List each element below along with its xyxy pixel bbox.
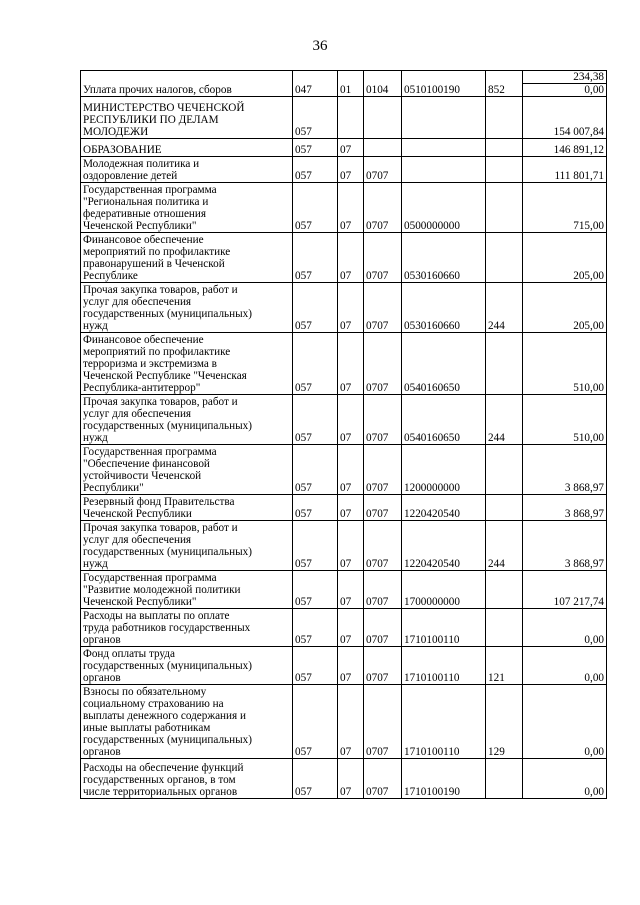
table-row bbox=[81, 157, 607, 183]
section-code: 07 bbox=[338, 157, 364, 183]
amount-cell bbox=[523, 157, 607, 183]
row-name: Резервный фонд Правительства Чеченской Республики bbox=[81, 495, 293, 521]
target-article-code bbox=[402, 139, 486, 157]
amount-cell bbox=[523, 333, 607, 395]
expense-type-code: 129 bbox=[486, 685, 523, 759]
target-article-code: 1220420540 bbox=[402, 495, 486, 521]
row-name: Расходы на обеспечение функций государственных органов, в том числе территориальных органов bbox=[81, 759, 293, 799]
row-name: Прочая закупка товаров, работ и услуг для обеспечения государственных (муниципальных) нужд bbox=[81, 521, 293, 571]
table-row bbox=[81, 521, 607, 571]
ministry-code: 057 bbox=[293, 283, 338, 333]
target-article-code: 0530160660 bbox=[402, 283, 486, 333]
expense-type-code: 244 bbox=[486, 521, 523, 571]
row-name: Прочая закупка товаров, работ и услуг для обеспечения государственных (муниципальных) нужд bbox=[81, 283, 293, 333]
amount-value: 0,00 bbox=[584, 634, 604, 646]
table-row bbox=[81, 647, 607, 685]
amount-value: 3 868,97 bbox=[564, 482, 604, 494]
amount-cell bbox=[523, 233, 607, 283]
section-code: 07 bbox=[338, 395, 364, 445]
row-name: Государственная программа "Развитие молодежной политики Чеченской Республики" bbox=[81, 571, 293, 609]
subsection-code bbox=[364, 97, 402, 139]
table-row bbox=[81, 71, 607, 97]
amount-cell bbox=[523, 97, 607, 139]
ministry-code: 057 bbox=[293, 233, 338, 283]
row-name: Фонд оплаты труда государственных (муниципальных) органов bbox=[81, 647, 293, 685]
subsection-code: 0707 bbox=[364, 183, 402, 233]
row-name: Молодежная политика и оздоровление детей bbox=[81, 157, 293, 183]
table-row bbox=[81, 333, 607, 395]
amount-cell bbox=[523, 71, 607, 97]
ministry-code: 047 bbox=[293, 71, 338, 97]
amount-value: 715,00 bbox=[573, 220, 604, 232]
ministry-code: 057 bbox=[293, 495, 338, 521]
table-row bbox=[81, 685, 607, 759]
table-row bbox=[81, 395, 607, 445]
amount-value: 107 217,74 bbox=[553, 596, 604, 608]
table-row bbox=[81, 233, 607, 283]
amount-cell bbox=[523, 647, 607, 685]
table-row bbox=[81, 139, 607, 157]
amount-value: 0,00 bbox=[584, 786, 604, 798]
table-row bbox=[81, 183, 607, 233]
amount-cell bbox=[523, 183, 607, 233]
table-row bbox=[81, 571, 607, 609]
subsection-code: 0707 bbox=[364, 283, 402, 333]
expense-type-code bbox=[486, 571, 523, 609]
target-article-code: 0530160660 bbox=[402, 233, 486, 283]
target-article-code: 0500000000 bbox=[402, 183, 486, 233]
amount-value: 510,00 bbox=[573, 432, 604, 444]
target-article-code: 1710100190 bbox=[402, 759, 486, 799]
expense-type-code bbox=[486, 333, 523, 395]
page-number: 36 bbox=[312, 38, 328, 54]
amount-value: 205,00 bbox=[573, 270, 604, 282]
amount-value: 0,00 bbox=[584, 672, 604, 684]
ministry-code: 057 bbox=[293, 333, 338, 395]
section-code: 07 bbox=[338, 685, 364, 759]
section-code: 07 bbox=[338, 333, 364, 395]
ministry-code: 057 bbox=[293, 445, 338, 495]
target-article-code: 0510100190 bbox=[402, 71, 486, 97]
expense-type-code bbox=[486, 233, 523, 283]
expense-type-code bbox=[486, 139, 523, 157]
subsection-code: 0104 bbox=[364, 71, 402, 97]
target-article-code bbox=[402, 157, 486, 183]
target-article-code: 1200000000 bbox=[402, 445, 486, 495]
subsection-code: 0707 bbox=[364, 233, 402, 283]
row-name: Государственная программа "Обеспечение финансовой устойчивости Чеченской Республики" bbox=[81, 445, 293, 495]
amount-value: 111 801,71 bbox=[554, 170, 604, 182]
row-name: ОБРАЗОВАНИЕ bbox=[81, 139, 293, 157]
target-article-code: 1220420540 bbox=[402, 521, 486, 571]
amount-cell bbox=[523, 571, 607, 609]
section-code: 07 bbox=[338, 445, 364, 495]
subsection-code: 0707 bbox=[364, 609, 402, 647]
table-row bbox=[81, 97, 607, 139]
subsection-code: 0707 bbox=[364, 521, 402, 571]
ministry-code: 057 bbox=[293, 183, 338, 233]
subsection-code: 0707 bbox=[364, 445, 402, 495]
expense-type-code bbox=[486, 609, 523, 647]
amount-cell bbox=[523, 521, 607, 571]
target-article-code bbox=[402, 97, 486, 139]
subsection-code: 0707 bbox=[364, 759, 402, 799]
expense-type-code: 121 bbox=[486, 647, 523, 685]
row-name: Прочая закупка товаров, работ и услуг для обеспечения государственных (муниципальных) нужд bbox=[81, 395, 293, 445]
section-code: 07 bbox=[338, 139, 364, 157]
table-row bbox=[81, 759, 607, 799]
section-code: 07 bbox=[338, 233, 364, 283]
ministry-code: 057 bbox=[293, 521, 338, 571]
row-name: Государственная программа "Региональная политика и федеративные отношения Чеченской Республики" bbox=[81, 183, 293, 233]
row-name: Финансовое обеспечение мероприятий по профилактике терроризма и экстремизма в Чеченской Республике "Чеченская Республика-антитеррор" bbox=[81, 333, 293, 395]
row-name: Финансовое обеспечение мероприятий по профилактике правонарушений в Чеченской Республике bbox=[81, 233, 293, 283]
amount-value: 3 868,97 bbox=[564, 508, 604, 520]
ministry-code: 057 bbox=[293, 571, 338, 609]
expense-type-code bbox=[486, 495, 523, 521]
target-article-code: 1700000000 bbox=[402, 571, 486, 609]
amount-cell bbox=[523, 395, 607, 445]
target-article-code: 0540160650 bbox=[402, 333, 486, 395]
amount-cell bbox=[523, 759, 607, 799]
row-name: Взносы по обязательному социальному страхованию на выплаты денежного содержания и иные выплаты работникам государственных (муниципальных) органов bbox=[81, 685, 293, 759]
ministry-code: 057 bbox=[293, 157, 338, 183]
target-article-code: 1710100110 bbox=[402, 647, 486, 685]
table-row bbox=[81, 609, 607, 647]
section-code bbox=[338, 97, 364, 139]
section-code: 07 bbox=[338, 647, 364, 685]
table-row bbox=[81, 495, 607, 521]
subsection-code: 0707 bbox=[364, 395, 402, 445]
amount-value: 0,00 bbox=[584, 746, 604, 758]
amount-value: 3 868,97 bbox=[564, 558, 604, 570]
subsection-code: 0707 bbox=[364, 571, 402, 609]
section-code: 07 bbox=[338, 571, 364, 609]
ministry-code: 057 bbox=[293, 139, 338, 157]
section-code: 07 bbox=[338, 759, 364, 799]
subsection-code: 0707 bbox=[364, 333, 402, 395]
amount-cell bbox=[523, 139, 607, 157]
expense-type-code bbox=[486, 157, 523, 183]
ministry-code: 057 bbox=[293, 609, 338, 647]
section-code: 01 bbox=[338, 71, 364, 97]
row-name: Уплата прочих налогов, сборов bbox=[81, 71, 293, 97]
subsection-code bbox=[364, 139, 402, 157]
expense-type-code bbox=[486, 759, 523, 799]
amount-cell bbox=[523, 445, 607, 495]
amount-value: 146 891,12 bbox=[553, 144, 604, 156]
section-code: 07 bbox=[338, 283, 364, 333]
budget-table bbox=[80, 70, 607, 799]
expense-type-code: 244 bbox=[486, 395, 523, 445]
table-row bbox=[81, 445, 607, 495]
amount-value: 205,00 bbox=[573, 320, 604, 332]
expense-type-code: 852 bbox=[486, 71, 523, 97]
section-code: 07 bbox=[338, 495, 364, 521]
expense-type-code bbox=[486, 445, 523, 495]
amount-cell bbox=[523, 495, 607, 521]
subsection-code: 0707 bbox=[364, 647, 402, 685]
section-code: 07 bbox=[338, 521, 364, 571]
target-article-code: 1710100110 bbox=[402, 685, 486, 759]
amount-value: 154 007,84 bbox=[553, 126, 604, 138]
expense-type-code bbox=[486, 97, 523, 139]
ministry-code: 057 bbox=[293, 395, 338, 445]
amount-cell bbox=[523, 283, 607, 333]
expense-type-code bbox=[486, 183, 523, 233]
subsection-code: 0707 bbox=[364, 495, 402, 521]
expense-type-code: 244 bbox=[486, 283, 523, 333]
ministry-code: 057 bbox=[293, 97, 338, 139]
amount-cell bbox=[523, 609, 607, 647]
section-code: 07 bbox=[338, 609, 364, 647]
subsection-code: 0707 bbox=[364, 157, 402, 183]
ministry-code: 057 bbox=[293, 759, 338, 799]
section-code: 07 bbox=[338, 183, 364, 233]
target-article-code: 1710100110 bbox=[402, 609, 486, 647]
row-name: МИНИСТЕРСТВО ЧЕЧЕНСКОЙ РЕСПУБЛИКИ ПО ДЕЛАМ МОЛОДЕЖИ bbox=[81, 97, 293, 139]
amount-value-secondary: 0,00 bbox=[523, 83, 607, 96]
amount-value: 510,00 bbox=[573, 382, 604, 394]
table-row bbox=[81, 283, 607, 333]
amount-value: 234,38 bbox=[573, 71, 604, 83]
ministry-code: 057 bbox=[293, 647, 338, 685]
ministry-code: 057 bbox=[293, 685, 338, 759]
amount-cell bbox=[523, 685, 607, 759]
row-name: Расходы на выплаты по оплате труда работников государственных органов bbox=[81, 609, 293, 647]
subsection-code: 0707 bbox=[364, 685, 402, 759]
target-article-code: 0540160650 bbox=[402, 395, 486, 445]
